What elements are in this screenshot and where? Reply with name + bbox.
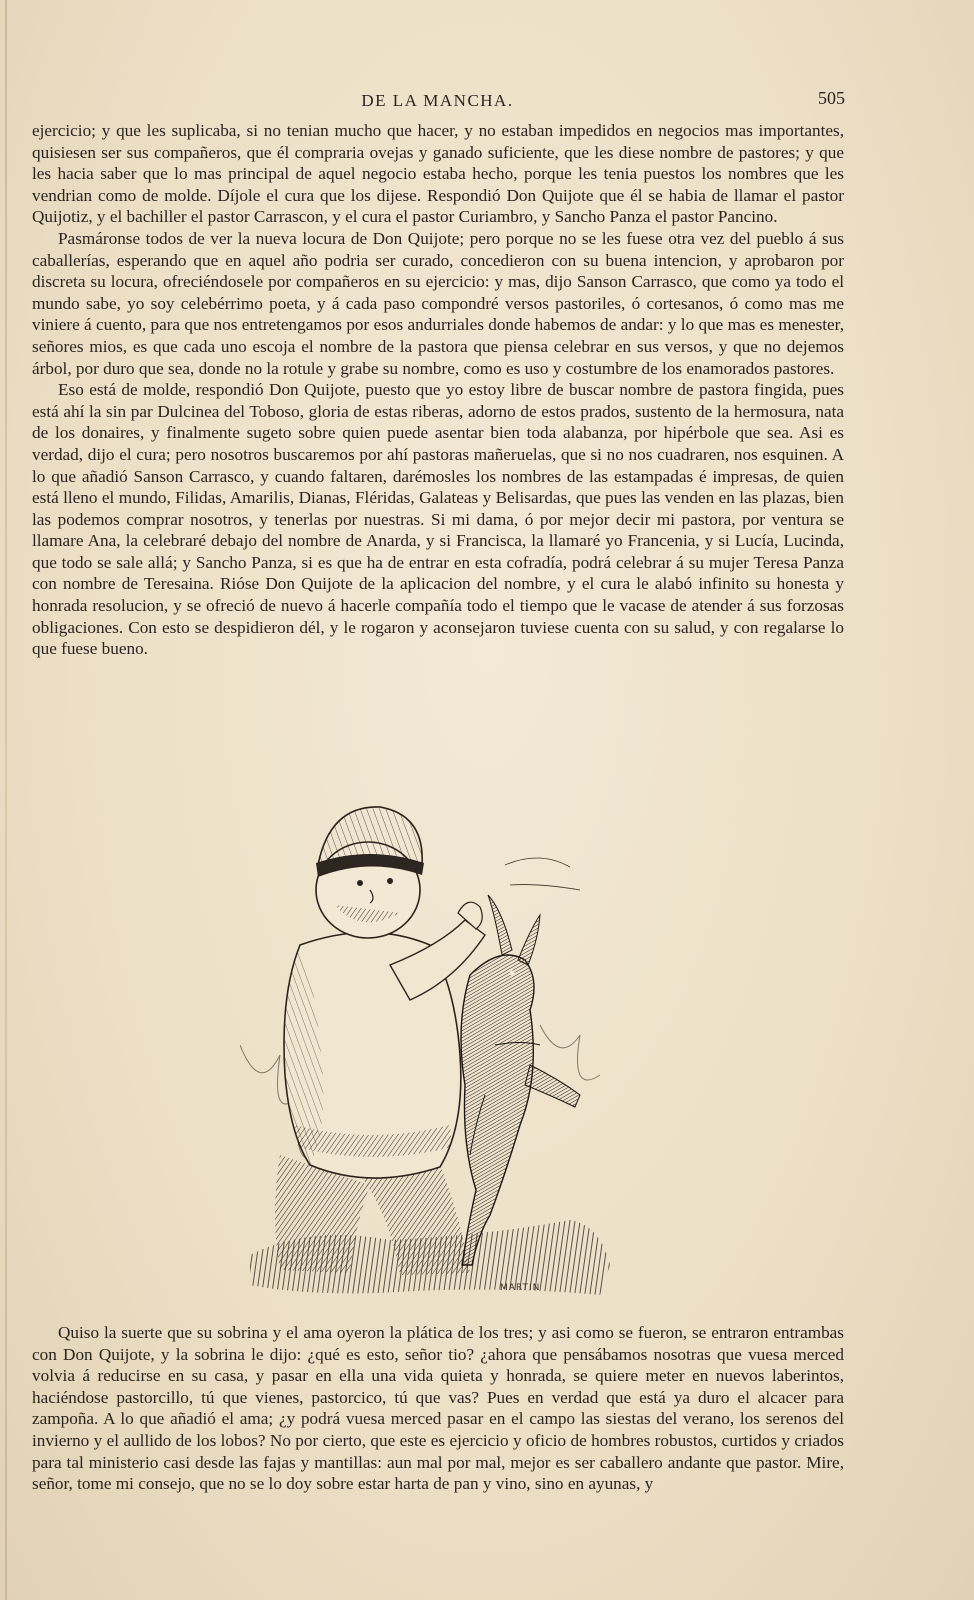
engraving-image [240, 795, 620, 1305]
text-block-top [32, 120, 844, 660]
paragraph: Pasmáronse todos de ver la nueva locura de Don Quijote; pero porque no se les fuese otra vez del pueblo á sus caballerías, esperando que en aquel año podria ser curado, concedieron con su buena intencion, y aprobaron por discreta su locura, ofreciéndosele por compañeros en su ejercicio: y mas, dijo Sanson Carrasco, que como ya todo el mundo sabe, yo soy celebérrimo poeta, y á cada paso compondré versos pastoriles, ó cortesanos, ó como mas me viniere á cuento, para que nos entretengamos por esos andurriales donde habemos de andar: y lo que mas es menester, señores mios, es que cada uno escoja el nombre de la pastora que piensa celebrar en sus versos, y que no dejemos árbol, por duro que sea, donde no la rotule y grabe su nombre, como es uso y costumbre de los enamorados pastores. [32, 228, 844, 378]
running-head: DE LA MANCHA. [361, 91, 514, 110]
engraving-sancho-with-hare [240, 795, 620, 1305]
paragraph: ejercicio; y que les suplicaba, si no tenian mucho que hacer, y no estaban impedidos en negocios mas importantes, quisiesen ser sus compañeros, que él compraria ovejas y ganado suficiente, que les diese nombre de pastores; y que les hacia saber que lo mas principal de aquel negocio estaba hecho, porque les tenia puestos los nombres que les vendrian como de molde. Díjole el cura que los dijese. Respondió Don Quijote que él se habia de llamar el pastor Quijotiz, y el bachiller el pastor Carrascon, y el cura el pastor Curiambro, y Sancho Panza el pastor Pancino. [32, 121, 844, 227]
paragraph: Quiso la suerte que su sobrina y el ama oyeron la plática de los tres; y asi como se fueron, se entraron entrambas con Don Quijote, y la sobrina le dijo: ¿qué es esto, señor tio? ¿ahora que pensábamos nosotras que vuesa merced volvia á reducirse en su casa, y pasar en ella una vida quieta y honrada, se quiere meter en nuevos laberintos, haciéndose pastorcillo, tú que vienes, pastorcico, tú que vas? Pues en verdad que está ya duro el alcacer para zampoña. A lo que añadió el ama; ¿y podrá vuesa merced pasar en el campo las siestas del verano, los serenos del invierno y el aullido de los lobos? No por cierto, que este es ejercicio y oficio de hombres robustos, curtidos y criados para tal ministerio casi desde las fajas y mantillas: aun mal por mal, mejor es ser caballero andante que pastor. Mire, señor, tome mi consejo, que no se lo doy sobre estar harta de pan y vino, sino en ayunas, y [32, 1323, 844, 1494]
artist-signature: MARTIN [500, 1283, 541, 1293]
page-header [30, 88, 845, 114]
page-number: 505 [818, 88, 845, 108]
paragraph: Eso está de molde, respondió Don Quijote, puesto que yo estoy libre de buscar nombre de pastora fingida, pues está ahí la sin par Dulcinea del Toboso, gloria de estas riberas, adorno de estos prados, sustento de la hermosura, nata de los donaires, y finalmente sugeto sobre quien puede asentar bien toda alabanza, por hipérbole que sea. Asi es verdad, dijo el cura; pero nosotros buscaremos por ahí pastoras mañeruelas, que si no nos cuadraren, nos esquinen. A lo que añadió Sanson Carrasco, y cuando faltaren, darémosles los nombres de las estampadas é impresas, de quien está lleno el mundo, Filidas, Amarilis, Dianas, Fléridas, Galateas y Belisardas, que pues las venden en las plazas, bien las podemos comprar nosotros, y tenerlas por nuestras. Si mi dama, ó por mejor decir mi pastora, por ventura se llamare Ana, la celebraré debajo del nombre de Anarda, y si Francisca, la llamaré yo Francenia, y si Lucía, Lucinda, que todo se sale allá; y Sancho Panza, si es que ha de entrar en esta cofradía, podrá celebrar á su mujer Teresa Panza con nombre de Teresaina. Rióse Don Quijote de la aplicacion del nombre, y el cura le alabó infinito su honesta y honrada resolucion, y se ofreció de nuevo á hacerle compañía todo el tiempo que le vacase de atender á sus forzosas obligaciones. Con esto se despidieron dél, y le rogaron y aconsejaron tuviese cuenta con su salud, y con regalarse lo que fuese bueno. [32, 380, 844, 659]
text-block-bottom [32, 1322, 844, 1495]
binding-gutter [5, 0, 7, 1600]
